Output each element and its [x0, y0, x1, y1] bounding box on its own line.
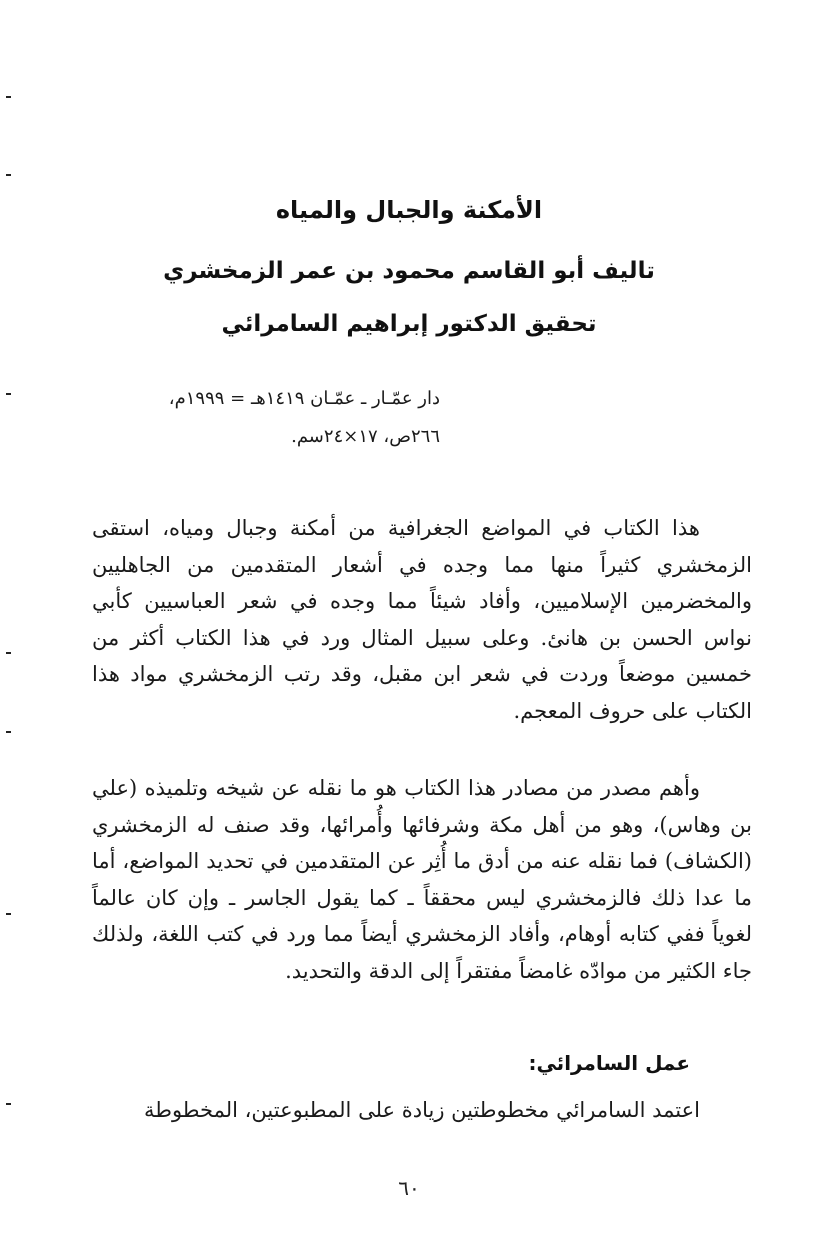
page-number: ٦٠ — [398, 1176, 420, 1200]
bibliography-publisher: دار عمّـار ـ عمّـان ١٤١٩هـ = ١٩٩٩م، — [168, 388, 440, 409]
margin-mark — [6, 652, 11, 654]
author-line: تاليف أبو القاسم محمود بن عمر الزمخشري — [163, 258, 655, 284]
paragraph: هذا الكتاب في المواضع الجغرافية من أمكنة وجبال ومياه، استقى الزمخشري كثيراً منها مما وجده في أشعار المتقدمين من الجاهليين والمخضرمين الإسلاميين، وأفاد شيئاً مما وجده في شعر العباسيين كأبي نواس الحسن بن هانئ. وعلى سبيل المثال ورد في هذا الكتاب أكثر من خمسين موضعاً وردت في شعر ابن مقبل، وقد رتب الزمخشري مواد هذا الكتاب على حروف المعجم. — [92, 516, 752, 723]
section-text: اعتمد السامرائي مخطوطتين زيادة على المطبوعتين، المخطوطة — [143, 1098, 700, 1122]
margin-mark — [6, 96, 11, 98]
bibliography-pages: ٢٦٦ص، ١٧×٢٤سم. — [291, 426, 440, 447]
paragraph: وأهم مصدر من مصادر هذا الكتاب هو ما نقله عن شيخه وتلميذه (علي بن وهاس)، وهو من أهل مكة وشرفائها وأُمرائها، وقد صنف له الزمخشري (الكشاف) فما نقله عنه من أدق ما أُثِر عن المتقدمين في تحديد المواضع، أما ما عدا ذلك فالزمخشري ليس محققاً ـ كما يقول الجاسر ـ وإن كان عالماً لغوياً ففي كتابه أوهام، وأفاد الزمخشري أيضاً مما ورد في كتب اللغة، ولذلك جاء الكثير من موادّه غامضاً مفتقراً إلى الدقة والتحديد. — [92, 776, 752, 983]
margin-mark — [6, 1103, 11, 1105]
section-heading: عمل السامرائي: — [528, 1051, 690, 1075]
margin-mark — [6, 731, 11, 733]
book-title: الأمكنة والجبال والمياه — [275, 196, 543, 224]
editor-line: تحقيق الدكتور إبراهيم السامرائي — [221, 311, 597, 337]
margin-mark — [6, 913, 11, 915]
margin-mark — [6, 174, 11, 176]
